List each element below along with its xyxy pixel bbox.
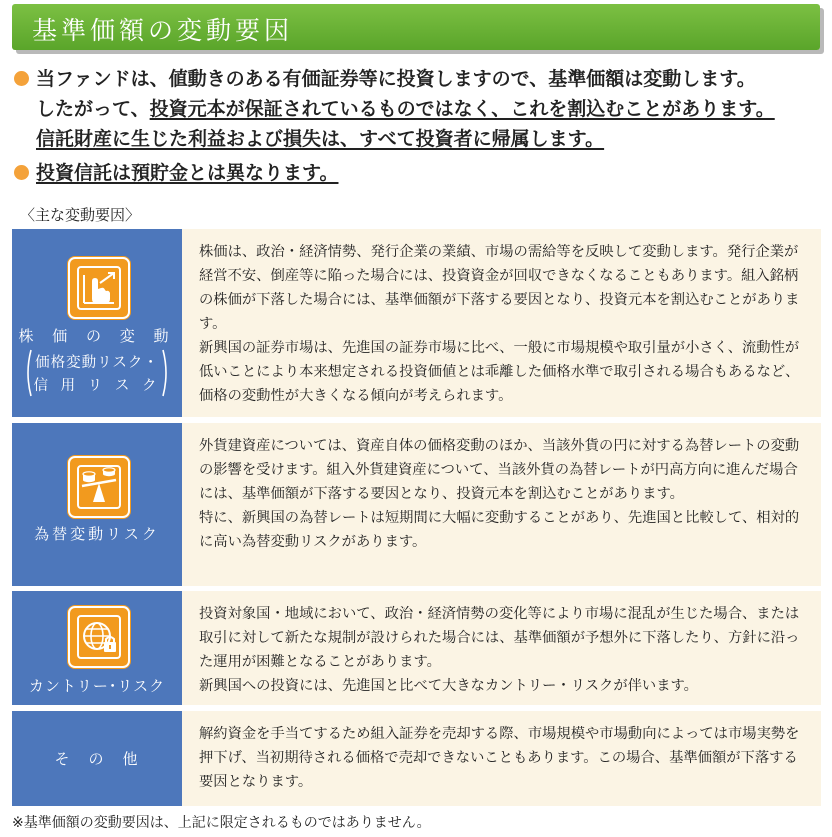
orange-bullet-icon <box>14 165 29 180</box>
right-paren-icon <box>162 349 170 397</box>
title-bar <box>12 4 820 50</box>
risk-label-line-1: 株 価 の 変 動 <box>18 327 176 345</box>
risk-row-stock <box>12 229 821 417</box>
risk-label-line-3: 信 用 リ ス ク <box>33 378 161 394</box>
risk-label-line-1: そ の 他 <box>54 750 140 768</box>
intro-bullet-2: 投資信託は預貯金とは異なります。 <box>14 160 338 186</box>
risk-description-cell <box>182 711 821 806</box>
balance-coins-icon <box>68 456 130 518</box>
risk-paragraph: 特に、新興国の為替レートは短期間に大幅に変動することがあり、先進国と比較して、相対的に高い為替変動リスクがあります。 <box>199 510 800 550</box>
risk-label-cell <box>12 423 182 586</box>
orange-bullet-icon <box>14 71 29 86</box>
left-paren-icon <box>24 349 32 397</box>
footnote: ※基準価額の変動要因は、上記に限定されるものではありません。 <box>12 815 431 831</box>
risk-description-cell <box>182 229 821 417</box>
risk-label-paren-group <box>24 349 170 397</box>
risk-row-other <box>12 711 821 806</box>
risk-paragraph: 投資対象国・地域において、政治・経済情勢の変化等により市場に混乱が生じた場合、または取引に対して新たな規制が設けられた場合には、基準価額が予想外に下落したり、方針に沿った運用が困難となることがあります。 <box>199 606 800 670</box>
intro-bullet-1-line-1: 当ファンドは、値動きのある有価証券等に投資しますので、基準価額は変動します。 <box>14 66 756 92</box>
risk-paragraph: 新興国の証券市場は、先進国の証券市場に比べ、一般に市場規模や取引量が小さく、流動性が低いことにより本来想定される投資価値とは乖離した価格水準で取引される場合もあるなど、価格の変動性が大きくなる傾向が考えられます。 <box>199 340 800 404</box>
risk-paragraph: 解約資金を手当てするため組入証券を売却する際、市場規模や市場動向によっては市場実勢を押下げ、当初期待される価格で売却できないこともあります。この場合、基準価額が下落する要因となります。 <box>199 726 800 790</box>
risk-label-cell <box>12 229 182 417</box>
globe-lock-icon <box>68 606 130 668</box>
risk-label-cell <box>12 591 182 705</box>
page-title: 基準価額の変動要因 <box>32 16 294 45</box>
risk-description-cell <box>182 591 821 705</box>
risk-label-line-2: 価格変動リスク・ <box>35 355 159 371</box>
risk-description-cell <box>182 423 821 586</box>
risk-paragraph: 株価は、政治・経済情勢、発行企業の業績、市場の需給等を反映して変動します。発行企業が経営不安、倒産等に陥った場合には、投資資金が回収できなくなることもあります。組入銘柄の株価が下落した場合には、基準価額が下落する要因となり、投資元本を割込むことがあります。 <box>199 244 800 332</box>
risk-description <box>199 602 807 698</box>
intro-bullet-1-line-2: したがって、投資元本が保証されているものではなく、これを割込むことがあります。 <box>36 98 775 120</box>
risk-description <box>199 722 807 794</box>
risk-label-line-1: カントリー･リスク <box>28 677 166 695</box>
hand-chart-icon <box>68 257 130 319</box>
risk-description <box>199 240 807 408</box>
risk-paragraph: 新興国への投資には、先進国と比べて大きなカントリー・リスクが伴います。 <box>199 678 698 694</box>
risk-label-cell <box>12 711 182 806</box>
intro-bullet-1-line-3: 信託財産に生じた利益および損失は、すべて投資者に帰属します。 <box>36 128 605 150</box>
risk-label-line-1: 為替変動リスク <box>34 525 160 543</box>
risk-paragraph: 外貨建資産については、資産自体の価格変動のほか、当該外貨の円に対する為替レートの変動の影響を受けます。組入外貨建資産について、当該外貨の為替レートが円高方向に進んだ場合には、基準価額が下落する要因となり、投資元本を割込むことがあります。 <box>199 438 800 502</box>
risk-row-country <box>12 591 821 705</box>
section-label: 〈主な変動要因〉 <box>20 206 141 224</box>
risk-row-fx <box>12 423 821 586</box>
risk-description <box>199 434 807 554</box>
